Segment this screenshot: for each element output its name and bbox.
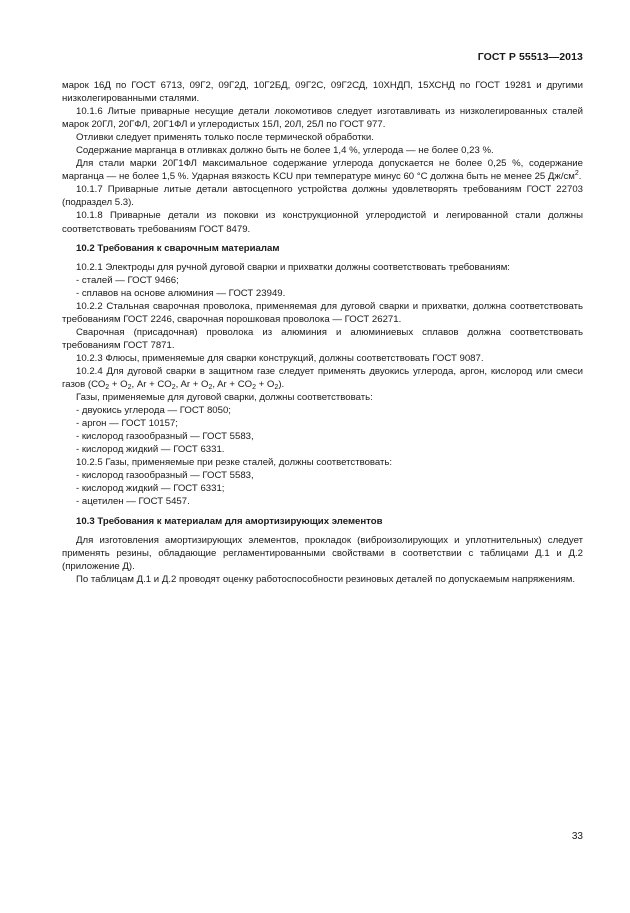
section-heading-10-2: 10.2 Требования к сварочным материалам [76,242,280,254]
clause-10-1-8: 10.1.8 Приварные детали из поковки из конструкционной углеродистой и легированной стали должны соответствовать требованиям ГОСТ 8479. [62,210,583,235]
paragraph: Для изготовления амортизирующих элементов, прокладок (виброизолирующих и уплотнительных) следует применять резины, обладающие регламентированными свойствами в соответствии с таблицами Д.1 и Д.2 (приложение Д). [62,534,583,572]
paragraph: Отливки следует применять только после термической обработки. [76,132,374,144]
text-run: . [578,171,582,183]
page-number: 33 [571,831,583,842]
section-heading-10-3: 10.3 Требования к материалам для амортизирующих элементов [76,515,383,527]
list-item: - кислород газообразный — ГОСТ 5583, [76,470,254,482]
text-run: , Ar + O [175,379,209,391]
subscript: 2 [208,384,213,392]
subscript: 2 [171,384,176,392]
list-item: - аргон — ГОСТ 10157; [76,418,178,430]
clause-10-2-5: 10.2.5 Газы, применяемые при резке сталей, должны соответствовать: [76,457,393,469]
paragraph: Сварочная (присадочная) проволока из алюминия и алюминиевых сплавов должна соответствовать требованиям ГОСТ 7871. [62,326,583,351]
paragraph: марок 16Д по ГОСТ 6713, 09Г2, 09Г2Д, 10Г2БД, 09Г2С, 09Г2СД, 10ХНДП, 15ХСНД по ГОСТ 19281 и другими низколегированными сталями. [62,80,583,105]
clause-10-2-1: 10.2.1 Электроды для ручной дуговой сварки и прихватки должны соответствовать требованиям: [76,261,510,273]
list-item: - кислород газообразный — ГОСТ 5583, [76,431,254,443]
text-run: + О [109,379,128,391]
text-run: , Ar + CO [212,379,253,391]
paragraph: Содержание марганца в отливках должно быть не более 1,4 %, углерода — не более 0,23 %. [76,145,494,157]
text-run: , Ar + CO [131,379,172,391]
subscript: 2 [127,384,132,392]
list-item: - кислород жидкий — ГОСТ 6331; [76,483,225,495]
paragraph: Газы, применяемые для дуговой сварки, должны соответствовать: [76,392,373,404]
list-item: - сталей — ГОСТ 9466; [76,274,179,286]
document-body [62,79,583,586]
clause-10-2-3: 10.2.3 Флюсы, применяемые для сварки конструкций, должны соответствовать ГОСТ 9087. [76,352,484,364]
text-run: + О [256,379,275,391]
list-item: - кислород жидкий — ГОСТ 6331. [76,444,225,456]
paragraph: По таблицам Д.1 и Д.2 проводят оценку работоспособности резиновых деталей по допускаемым напряжениям. [76,573,576,585]
clause-10-1-7: 10.1.7 Приварные литые детали автосцепного устройства должны удовлетворять требованиям ГОСТ 22703 (подраздел 5.3). [62,184,583,209]
clause-10-2-4 [62,365,583,391]
superscript: 2 [574,170,579,178]
standard-header: ГОСТ Р 55513—2013 [477,51,583,63]
subscript: 2 [252,384,256,392]
clause-10-1-6: 10.1.6 Литые приварные несущие детали локомотивов следует изготавливать из низколегированных сталей марок 20ГЛ, 20ГФЛ, 20Г1ФЛ и углеродистых 15Л, 20Л, 25Л по ГОСТ 977. [62,106,583,131]
list-item: - ацетилен — ГОСТ 5457. [76,496,190,508]
subscript: 2 [105,384,110,392]
text-run: ). [278,379,285,391]
list-item: - двуокись углерода — ГОСТ 8050; [76,405,231,417]
paragraph [62,157,583,183]
clause-10-2-2: 10.2.2 Стальная сварочная проволока, применяемая для дуговой сварки и прихватки, должна соответствовать требованиям ГОСТ 2246, сварочная порошковая проволока — ГОСТ 26271. [62,300,583,325]
list-item: - сплавов на основе алюминия — ГОСТ 23949. [76,287,286,299]
text-run: 10.2.4 Для дуговой сварки в защитном газе следует применять двуокись углерода, аргон, кислород или смеси газов (СО [62,365,583,391]
text-run: Для стали марки 20Г1ФЛ максимальное содержание углерода допускается не более 0,25 %, содержание марганца — не более 1,5 %. Ударная вязкость KCU при температуре минус 60 °С должна быть не менее 25 Дж/см [62,158,583,183]
subscript: 2 [274,384,279,392]
